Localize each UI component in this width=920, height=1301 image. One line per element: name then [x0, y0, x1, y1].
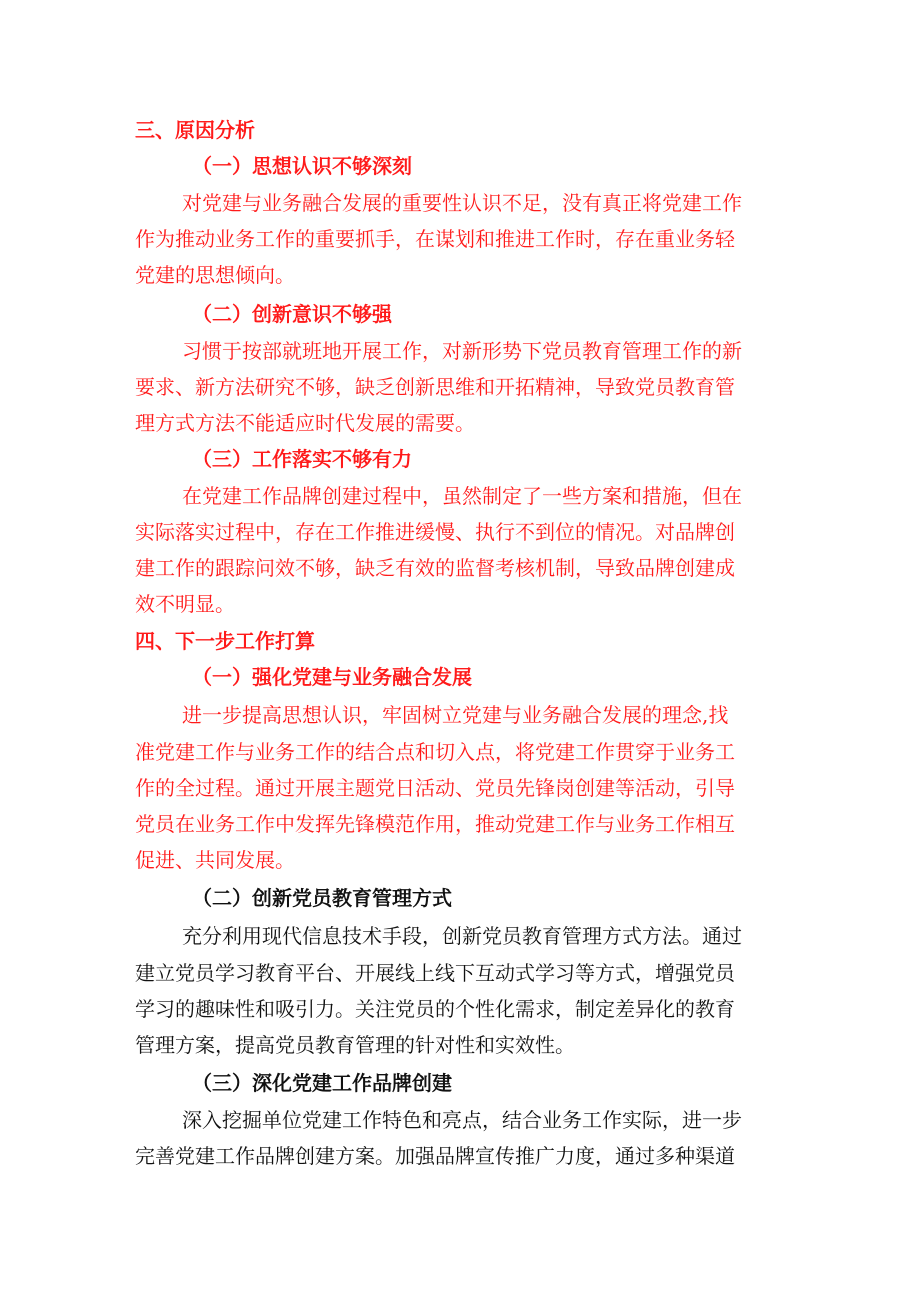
paragraph-line: 在党建工作品牌创建过程中，虽然制定了一些方案和措施，但在 — [182, 484, 742, 508]
paragraph-line: 建立党员学习教育平台、开展线上线下互动式学习等方式，增强党员 — [135, 961, 735, 985]
paragraph-line: 学习的趣味性和吸引力。关注党员的个性化需求，制定差异化的教育 — [135, 997, 735, 1021]
section-heading-next-steps: 四、下一步工作打算 — [135, 629, 315, 653]
subheading-brand-building: （三）深化党建工作品牌创建 — [192, 1071, 452, 1095]
paragraph-line: 对党建与业务融合发展的重要性认识不足，没有真正将党建工作 — [182, 191, 742, 215]
paragraph-line: 党建的思想倾向。 — [135, 263, 295, 287]
subheading-implementation: （三）工作落实不够有力 — [192, 447, 412, 471]
subheading-education-management: （二）创新党员教育管理方式 — [192, 886, 452, 910]
paragraph-line: 充分利用现代信息技术手段，创新党员教育管理方式方法。通过 — [182, 924, 742, 948]
paragraph-line: 实际落实过程中，存在工作推进缓慢、执行不到位的情况。对品牌创 — [135, 520, 735, 544]
paragraph-line: 完善党建工作品牌创建方案。加强品牌宣传推广力度，通过多种渠道 — [135, 1144, 735, 1168]
subheading-integration: （一）强化党建与业务融合发展 — [192, 665, 472, 689]
paragraph-line: 党员在业务工作中发挥先锋模范作用，推动党建工作与业务工作相互 — [135, 812, 735, 836]
paragraph-line: 作的全过程。通过开展主题党日活动、党员先锋岗创建等活动，引导 — [135, 776, 735, 800]
paragraph-line: 要求、新方法研究不够，缺乏创新思维和开拓精神，导致党员教育管 — [135, 375, 735, 399]
paragraph-line: 作为推动业务工作的重要抓手，在谋划和推进工作时，存在重业务轻 — [135, 227, 735, 251]
subheading-ideological-awareness: （一）思想认识不够深刻 — [192, 154, 412, 178]
paragraph-line: 准党建工作与业务工作的结合点和切入点，将党建工作贯穿于业务工 — [135, 740, 735, 764]
paragraph-line: 习惯于按部就班地开展工作，对新形势下党员教育管理工作的新 — [182, 339, 742, 363]
paragraph-line: 进一步提高思想认识，牢固树立党建与业务融合发展的理念,找 — [182, 703, 729, 727]
subheading-innovation-awareness: （二）创新意识不够强 — [192, 302, 392, 326]
paragraph-line: 建工作的跟踪问效不够，缺乏有效的监督考核机制，导致品牌创建成 — [135, 556, 735, 580]
paragraph-line: 效不明显。 — [135, 592, 235, 616]
paragraph-line: 促进、共同发展。 — [135, 848, 295, 872]
section-heading-cause-analysis: 三、原因分析 — [135, 118, 255, 142]
paragraph-line: 管理方案，提高党员教育管理的针对性和实效性。 — [135, 1033, 575, 1057]
paragraph-line: 深入挖掘单位党建工作特色和亮点，结合业务工作实际，进一步 — [182, 1108, 742, 1132]
paragraph-line: 理方式方法不能适应时代发展的需要。 — [135, 411, 475, 435]
